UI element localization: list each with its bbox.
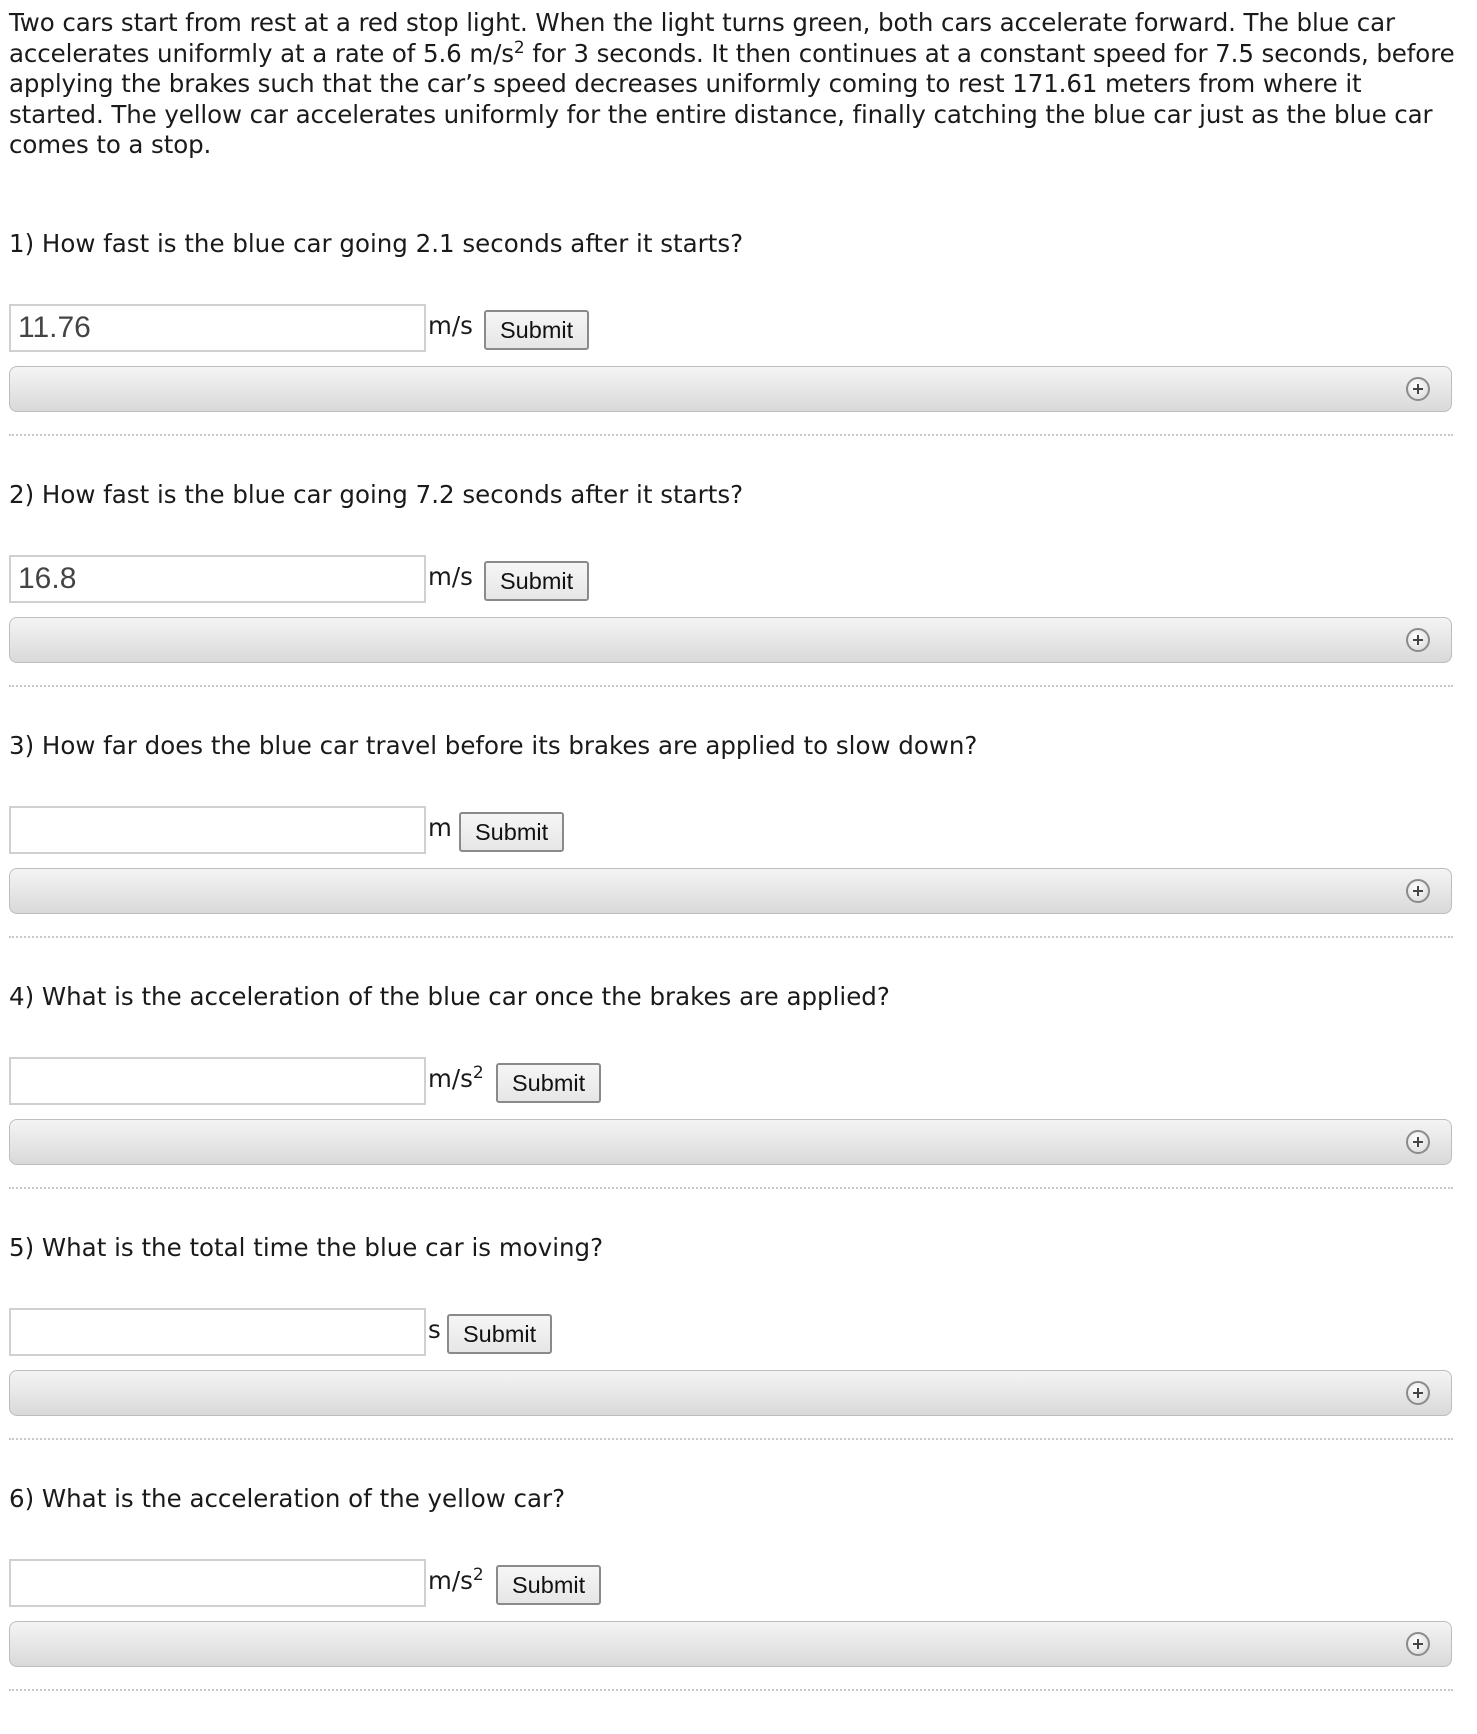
question-prompt: 6) What is the acceleration of the yellow car? — [9, 1484, 566, 1513]
question-prompt: 1) How fast is the blue car going 2.1 seconds after it starts? — [9, 229, 744, 258]
feedback-bar[interactable] — [9, 868, 1452, 914]
divider — [9, 1187, 1453, 1189]
unit-exponent: 2 — [472, 1063, 484, 1083]
plus-circle-icon[interactable] — [1406, 1381, 1430, 1405]
question-1 — [0, 229, 1477, 479]
feedback-bar[interactable] — [9, 1370, 1452, 1416]
unit-label — [428, 813, 452, 843]
problem-text-part-2: for 3 seconds. It then continues at a constant speed for 7.5 seconds, before applying the brakes such that the car’s speed decreases uniformly coming to rest 171.61 meters from where it started. The yellow car accelerates uniformly for the entire distance, finally catching the blue car just as the blue car comes to a stop. — [9, 38, 1455, 159]
unit-label — [428, 1064, 484, 1094]
question-prompt: 5) What is the total time the blue car is moving? — [9, 1233, 604, 1262]
unit-text: s — [428, 1315, 441, 1344]
plus-circle-icon[interactable] — [1406, 879, 1430, 903]
question-5 — [0, 1233, 1477, 1483]
plus-circle-icon[interactable] — [1406, 1130, 1430, 1154]
unit-exponent: 2 — [472, 1565, 484, 1585]
unit-text: m/s — [428, 311, 473, 340]
unit-text: m — [428, 813, 452, 842]
submit-button[interactable]: Submit — [447, 1314, 552, 1354]
submit-button[interactable]: Submit — [459, 812, 564, 852]
answer-input[interactable] — [9, 555, 426, 603]
unit-label — [428, 311, 473, 341]
question-prompt: 3) How far does the blue car travel before its brakes are applied to slow down? — [9, 731, 978, 760]
answer-input[interactable] — [9, 1559, 426, 1607]
submit-button[interactable]: Submit — [496, 1063, 601, 1103]
submit-button[interactable]: Submit — [496, 1565, 601, 1605]
divider — [9, 1689, 1453, 1691]
answer-input[interactable] — [9, 806, 426, 854]
question-4 — [0, 982, 1477, 1232]
unit-text: m/s — [428, 562, 473, 591]
submit-button[interactable]: Submit — [484, 561, 589, 601]
feedback-bar[interactable] — [9, 1119, 1452, 1165]
plus-circle-icon[interactable] — [1406, 1632, 1430, 1656]
question-6 — [0, 1484, 1477, 1734]
problem-exponent: 2 — [513, 37, 525, 58]
plus-circle-icon[interactable] — [1406, 628, 1430, 652]
feedback-bar[interactable] — [9, 617, 1452, 663]
answer-input[interactable] — [9, 1057, 426, 1105]
unit-label — [428, 562, 473, 592]
divider — [9, 1438, 1453, 1440]
problem-text-part-1: Two cars start from rest at a red stop light. When the light turns green, both cars accelerate forward. The blue car accelerates uniformly at a rate of 5.6 m/s — [9, 8, 1396, 68]
answer-input[interactable] — [9, 1308, 426, 1356]
unit-text: m/s — [428, 1064, 473, 1093]
divider — [9, 434, 1453, 436]
question-2 — [0, 480, 1477, 730]
feedback-bar[interactable] — [9, 1621, 1452, 1667]
divider — [9, 685, 1453, 687]
unit-label — [428, 1315, 441, 1345]
unit-text: m/s — [428, 1566, 473, 1595]
unit-label — [428, 1566, 484, 1596]
divider — [9, 936, 1453, 938]
question-3 — [0, 731, 1477, 981]
question-prompt: 4) What is the acceleration of the blue car once the brakes are applied? — [9, 982, 890, 1011]
question-prompt: 2) How fast is the blue car going 7.2 seconds after it starts? — [9, 480, 744, 509]
problem-statement — [9, 8, 1459, 161]
answer-input[interactable] — [9, 304, 426, 352]
feedback-bar[interactable] — [9, 366, 1452, 412]
submit-button[interactable]: Submit — [484, 310, 589, 350]
plus-circle-icon[interactable] — [1406, 377, 1430, 401]
